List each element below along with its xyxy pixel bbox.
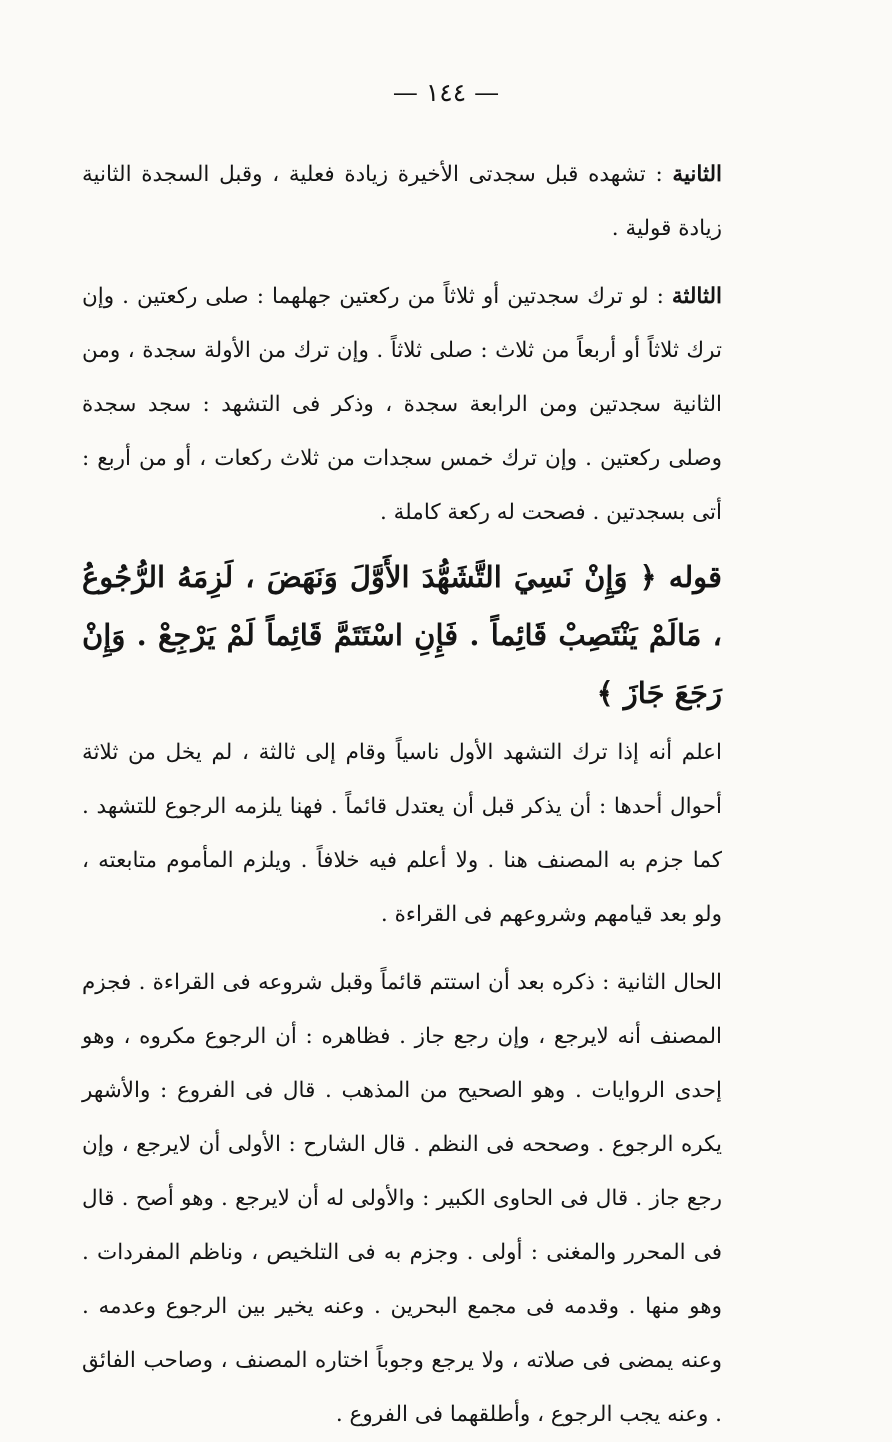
paragraph-lead: الثالثة — [671, 284, 722, 309]
paragraph-lead: الثانية — [672, 162, 722, 187]
commentary-paragraph: اعلم أنه إذا ترك التشهد الأول ناسياً وقام إلى ثالثة ، لم يخل من ثلاثة أحوال أحدها : أن يذكر قبل أن يعتدل قائماً . فهنا يلزمه الرجوع للتشهد . كما جزم به المصنف هنا . ولا أعلم فيه خلافاً . ويلزم المأموم متابعته ، ولو بعد قيامهم وشروعهم فى القراءة . — [82, 740, 722, 927]
page-body — [82, 148, 722, 1442]
paragraph-second — [82, 148, 722, 256]
quote-lead: قوله — [668, 560, 722, 594]
commentary-paragraph: الحال الثانية : ذكره بعد أن استتم قائماً وقبل شروعه فى القراءة . فجزم المصنف أنه لايرجع ، وإن رجع جاز . فظاهره : أن الرجوع مكروه ، وهو إحدى الروايات . وهو الصحيح من المذهب . قال فى الفروع : والأشهر يكره الرجوع . وصححه فى النظم . قال الشارح : الأولى أن لايرجع ، وإن رجع جاز . قال فى الحاوى الكبير : والأولى له أن لايرجع . وهو أصح . قال فى المحرر والمغنى : أولى . وجزم به فى التلخيص ، وناظم المفردات . وهو منها . وقدمه فى مجمع البحرين . وعنه يخير بين الرجوع وعدمه . وعنه يمضى فى صلاته ، ولا يرجع وجوباً اختاره المصنف ، وصاحب الفائق . وعنه يجب الرجوع ، وأطلقهما فى الفروع . — [82, 970, 722, 1427]
paragraph-third — [82, 270, 722, 540]
paragraph-text: : لو ترك سجدتين أو ثلاثاً من ركعتين جهلهما : صلى ركعتين . وإن ترك ثلاثاً أو أربعاً من ثلاث : صلى ثلاثاً . وإن ترك من الأولة سجدة ، ومن الثانية سجدتين ومن الرابعة سجدة ، وذكر فى التشهد : سجد سجدة وصلى ركعتين . وإن ترك خمس سجدات من ثلاث ركعات ، أو من أربع : أتى بسجدتين . فصحت له ركعة كاملة . — [82, 284, 722, 525]
quote-text: ﴿ وَإِنْ نَسِيَ التَّشَهُّدَ الأَوَّلَ وَنَهَضَ ، لَزِمَهُ الرُّجُوعُ ، مَالَمْ يَنْتَصِبْ قَائِماً . فَإِنِ اسْتَتَمَّ قَائِماً لَمْ يَرْجِعْ . وَإِنْ رَجَعَ جَازَ ﴾ — [82, 560, 722, 710]
page-number: — ١٤٤ — — [392, 78, 500, 107]
paragraph-text: : تشهده قبل سجدتى الأخيرة زيادة فعلية ، وقبل السجدة الثانية زيادة قولية . — [82, 162, 722, 241]
quoted-matn — [82, 548, 722, 722]
